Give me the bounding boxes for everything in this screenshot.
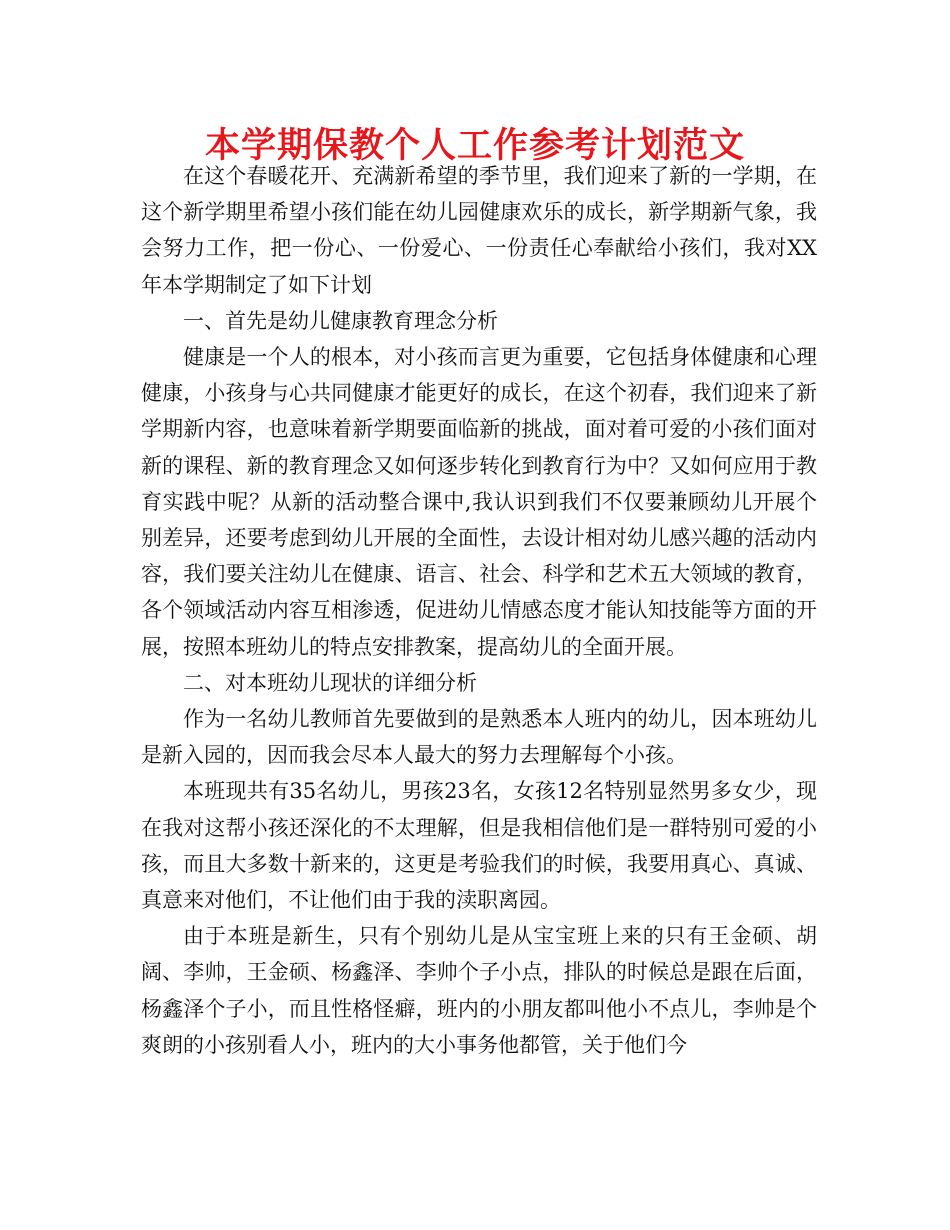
paragraph-intro: 在这个春暖花开、充满新希望的季节里，我们迎来了新的一学期，在这个新学期里希望小孩们能在幼儿园健康欢乐的成长，新学期新气象，我会努力工作，把一份心、一份爱心、一份责任心奉献给小孩们，我对XX年本学期制定了如下计划: [141, 164, 817, 297]
paragraph-health: 健康是一个人的根本，对小孩而言更为重要，它包括身体健康和心理健康，小孩身与心共同健康才能更好的成长，在这个初春，我们迎来了新学期新内容，也意味着新学期要面临新的挑战，面对着可爱的小孩们面对新的课程、新的教育理念又如何逐步转化到教育行为中？又如何应用于教育实践中呢？从新的活动整合课中,我认识到我们不仅要兼顾幼儿开展个别差异，还要考虑到幼儿开展的全面性，去设计相对幼儿感兴趣的活动内容，我们要关注幼儿在健康、语言、社会、科学和艺术五大领域的教育，各个领域活动内容互相渗透，促进幼儿情感态度才能认知技能等方面的开展，按照本班幼儿的特点安排教案，提高幼儿的全面开展。: [141, 345, 817, 659]
section-heading-2: 二、对本班幼儿现状的详细分析: [183, 670, 477, 695]
document-body: [141, 158, 817, 1063]
paragraph-class-size: 本班现共有35名幼儿，男孩23名，女孩12名特别显然男多女少，现在我对这帮小孩还深化的不太理解，但是我相信他们是一群特别可爱的小孩，而且大多数十新来的，这更是考验我们的时候，我要用真心、真诚、真意来对他们，不让他们由于我的渎职离园。: [141, 779, 817, 913]
paragraph-children: 由于本班是新生，只有个别幼儿是从宝宝班上来的只有王金硕、胡阔、李帅，王金硕、杨鑫泽、李帅个子小点，排队的时候总是跟在后面，杨鑫泽个子小，而且性格怪癖，班内的小朋友都叫他小不点儿，李帅是个爽朗的小孩别看人小，班内的大小事务他都管，关于他们今: [141, 924, 817, 1057]
paragraph-teacher: 作为一名幼儿教师首先要做到的是熟悉本人班内的幼儿，因本班幼儿是新入园的，因而我会尽本人最大的努力去理解每个小孩。: [141, 707, 817, 768]
document-title: 本学期保教个人工作参考计划范文: [204, 126, 745, 166]
section-heading-1: 一、首先是幼儿健康教育理念分析: [183, 308, 498, 333]
